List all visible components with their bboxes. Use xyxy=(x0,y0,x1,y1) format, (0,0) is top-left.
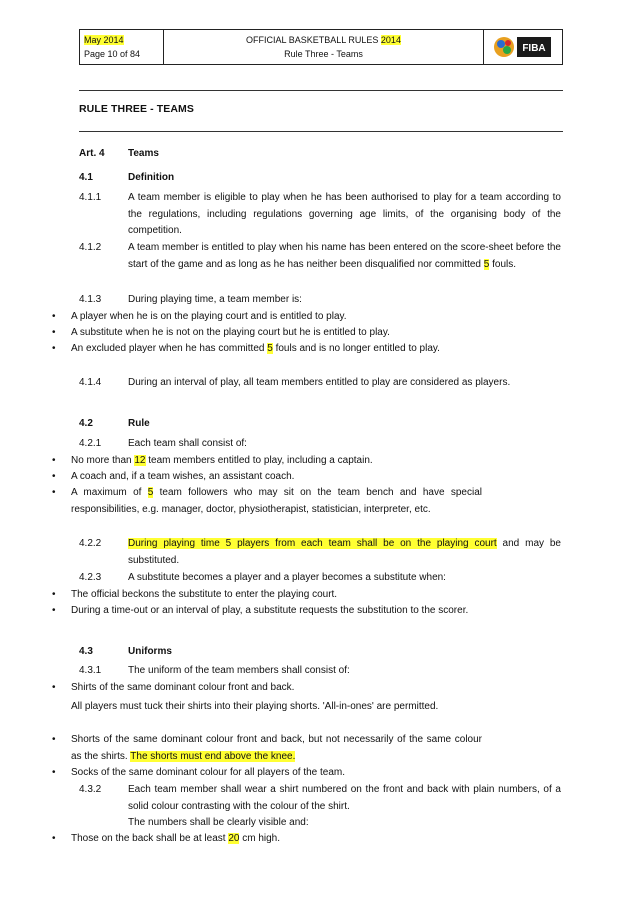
divider-bottom xyxy=(79,131,563,132)
header-page-number: Page 10 of 84 xyxy=(84,49,141,59)
header-doc-title: OFFICIAL BASKETBALL RULES 2014 xyxy=(246,35,401,45)
bullet-icon: • xyxy=(52,605,56,616)
bullet-icon: • xyxy=(52,833,56,844)
header-left-cell xyxy=(80,30,164,64)
bullet-icon: • xyxy=(52,311,56,322)
bullet-icon: • xyxy=(52,734,56,745)
bullet-icon: • xyxy=(52,682,56,693)
bullet-icon: • xyxy=(52,589,56,600)
fiba-logo xyxy=(484,30,562,64)
document-page: May 2014 Page 10 of 84 OFFICIAL BASKETBALL RULES 2014 Rule Three - Teams FIBA RULE THREE - TEAMS Art. 4 Teams 4.1 Definition 4.1.1 A team member is eligible to play when he has been authorised to play for a team according to the regulations, including regulations governing age limits, of the organising body of the competition. 4.1.2 A team member is entitled to play when his name has been entered on the score-sheet before the start of the game and as long as he has neither been disqualified nor committed 5 fouls. 4.1.3 During playing time, a team member is: • A player when he is on the playing court and is entitled to play. • A substitute when he is not on the playing court but he is entitled to play. • An excluded player when he has committed 5 fouls and is no longer entitled to play. 4.1.4 During an interval of play, all team members entitled to play are considered as players. 4.2 Rule 4.2.1 Each team shall consist of: • No more than 12 team members entitled to play, including a captain. • A coach and, if a team wishes, an assistant coach. • A maximum of 5 team followers who may sit on the team bench and have special responsibilities, e.g. manager, doctor, physiotherapist, statistician, interpreter, etc. 4.2.2 During playing time 5 players from each team shall be on the playing court and may be substituted. 4.2.3 A substitute becomes a player and a player becomes a substitute when: • The official beckons the substitute to enter the playing court. • During a time-out or an interval of play, a substitute requests the substitution to the scorer. 4.3 Uniforms 4.3.1 The uniform of the team members shall consist of: • Shirts of the same dominant colour front and back. All players must tuck their shirts into their playing shorts. 'All-in-ones' are permitted. • Shorts of the same dominant colour front and back, but not necessarily of the same colour as the shirts. The shorts must end above the knee. • Socks of the same dominant colour for all players of the team. 4.3.2 Each team member shall wear a shirt numbered on the front and back with plain numbers, of a solid colour contrasting with the colour of the shirt. The numbers shall be clearly visible and: • Those on the back shall be at least 20 cm high. xyxy=(0,0,638,903)
bullet-icon: • xyxy=(52,455,56,466)
page-header xyxy=(79,29,563,65)
bullet-icon: • xyxy=(52,471,56,482)
bullet-icon: • xyxy=(52,343,56,354)
header-date: May 2014 xyxy=(84,35,124,45)
rule-title: RULE THREE - TEAMS xyxy=(79,103,194,115)
divider-top xyxy=(79,90,563,91)
bullet-icon: • xyxy=(52,487,56,498)
header-section: Rule Three - Teams xyxy=(284,49,363,59)
bullet-icon: • xyxy=(52,767,56,778)
svg-text:FIBA: FIBA xyxy=(522,43,546,54)
fiba-logo-icon xyxy=(493,35,553,59)
item-4-3-2-continuation: The numbers shall be clearly visible and: xyxy=(128,817,309,828)
header-middle-cell xyxy=(164,30,484,64)
bullet-icon: • xyxy=(52,327,56,338)
